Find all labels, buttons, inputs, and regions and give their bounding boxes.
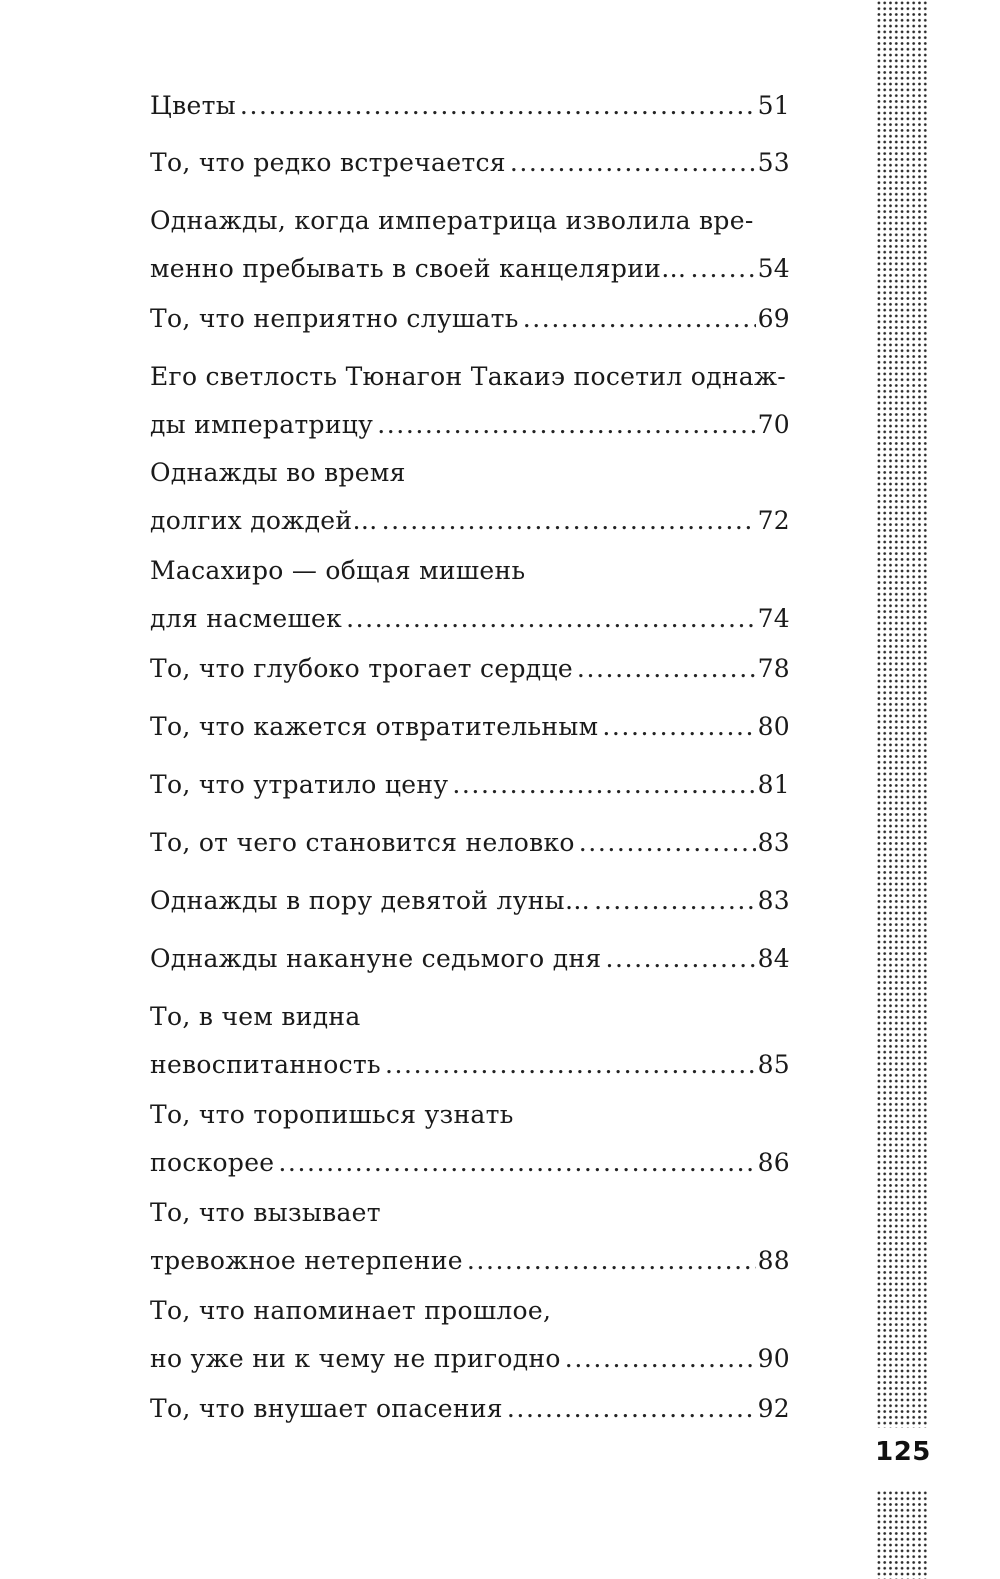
toc-entry-title: Масахиро — общая мишень (150, 556, 526, 585)
toc-entry (150, 877, 790, 925)
toc-entry-title: Однажды, когда императрица изволила вре- (150, 206, 754, 235)
toc-entry (150, 935, 790, 983)
toc-entry-page: 88 (757, 1246, 790, 1275)
dot-leader (606, 935, 756, 983)
toc-entry (150, 547, 790, 643)
toc-entry (150, 139, 790, 187)
dot-leader (565, 1335, 756, 1383)
toc-entry (150, 82, 790, 130)
toc-entry-last-line (150, 761, 790, 809)
page-number: 125 (875, 1437, 931, 1467)
toc-entry-last-line (150, 703, 790, 751)
dot-leader (467, 1237, 756, 1285)
dot-leader (382, 497, 756, 545)
toc-entry-page: 83 (757, 828, 790, 857)
toc-entry-line (150, 1287, 790, 1335)
toc-entry-title: То, что глубоко трогает сердце (150, 654, 573, 683)
toc-entry-last-line (150, 245, 790, 293)
toc-entry (150, 1287, 790, 1383)
dot-leader (594, 877, 755, 925)
dot-leader (579, 819, 756, 867)
toc-entry-title: То, что напоминает прошлое, (150, 1296, 552, 1325)
toc-entry-title: То, что редко встречается (150, 148, 506, 177)
toc-entry (150, 703, 790, 751)
toc-entry-last-line (150, 1041, 790, 1089)
dot-leader (377, 401, 755, 449)
toc-entry (150, 761, 790, 809)
toc-entry-page: 90 (757, 1344, 790, 1373)
toc-entry (150, 295, 790, 343)
toc-entry-title: тревожное нетерпение (150, 1246, 463, 1275)
toc-entry-title: ды императрицу (150, 410, 374, 439)
toc-entry-page: 86 (757, 1148, 790, 1177)
toc-entry-title: То, что внушает опасения (150, 1394, 503, 1423)
dot-leader (602, 703, 755, 751)
toc-entry-last-line (150, 1237, 790, 1285)
toc-entry-title: поскорее (150, 1148, 275, 1177)
dot-leader (240, 82, 756, 130)
toc-entry-line (150, 449, 790, 497)
toc-entry-page: 51 (757, 91, 790, 120)
dotted-margin-strip (876, 0, 928, 1428)
toc-entry (150, 993, 790, 1089)
toc-entry-page: 81 (757, 770, 790, 799)
toc-entry-last-line (150, 82, 790, 130)
toc-entry-page: 53 (757, 148, 790, 177)
dotted-margin-strip-lower (876, 1490, 928, 1579)
toc-entry-line (150, 547, 790, 595)
toc-entry-page: 72 (757, 506, 790, 535)
toc-entry-page: 83 (757, 886, 790, 915)
toc-entry-title: менно пребывать в своей канцелярии… (150, 254, 687, 283)
toc-entry-line (150, 353, 790, 401)
toc-entry (150, 449, 790, 545)
toc-entry (150, 819, 790, 867)
toc-entry-page: 80 (757, 712, 790, 741)
toc-entry-last-line (150, 497, 790, 545)
toc-entry-title: То, в чем видна (150, 1002, 361, 1031)
toc-entry-page: 84 (757, 944, 790, 973)
toc-entry-line (150, 1189, 790, 1237)
toc-entry-last-line (150, 139, 790, 187)
toc-entry-last-line (150, 877, 790, 925)
toc-entry (150, 1189, 790, 1285)
toc-entry-page: 54 (757, 254, 790, 283)
toc-entry-title: долгих дождей… (150, 506, 378, 535)
toc-entry-title: невоспитанность (150, 1050, 381, 1079)
toc-entry-title: То, что вызывает (150, 1198, 381, 1227)
toc-entry-line (150, 197, 790, 245)
toc-entry-line (150, 993, 790, 1041)
toc-entry-title: То, что неприятно слушать (150, 304, 519, 333)
toc-entry-title: Его светлость Тюнагон Такаиэ посетил однаж- (150, 362, 787, 391)
toc-entry (150, 645, 790, 693)
toc-entry-page: 74 (757, 604, 790, 633)
dot-leader (507, 1385, 756, 1433)
toc-entry-title: Однажды накануне седьмого дня (150, 944, 602, 973)
toc-entry-title: То, от чего становится неловко (150, 828, 575, 857)
toc-entry (150, 197, 790, 293)
toc-entry-last-line (150, 595, 790, 643)
toc-entry-title: для насмешек (150, 604, 343, 633)
toc-entry-page: 85 (757, 1050, 790, 1079)
toc-entry-title: Однажды во время (150, 458, 406, 487)
toc-entry-last-line (150, 295, 790, 343)
toc-entry-page: 69 (757, 304, 790, 333)
toc-entry-title: То, что кажется отвратительным (150, 712, 599, 741)
dot-leader (346, 595, 756, 643)
toc-entry-last-line (150, 1335, 790, 1383)
toc-entry-title: но уже ни к чему не пригодно (150, 1344, 561, 1373)
toc-entry-title: Цветы (150, 91, 236, 120)
toc-entry (150, 1091, 790, 1187)
toc-entry-page: 78 (757, 654, 790, 683)
toc-entry (150, 353, 790, 449)
toc-entry-last-line (150, 401, 790, 449)
toc-entry-title: То, что торопишься узнать (150, 1100, 514, 1129)
toc-entry-page: 70 (757, 410, 790, 439)
toc-entry-last-line (150, 1139, 790, 1187)
dot-leader (452, 761, 755, 809)
toc-entry-page: 92 (757, 1394, 790, 1423)
toc-entry-title: Однажды в пору девятой луны… (150, 886, 591, 915)
dot-leader (385, 1041, 756, 1089)
toc-entry-last-line (150, 819, 790, 867)
dot-leader (690, 245, 755, 293)
toc-entry-last-line (150, 645, 790, 693)
toc-entry-line (150, 1091, 790, 1139)
toc-entry (150, 1385, 790, 1433)
dot-leader (510, 139, 756, 187)
toc-entry-last-line (150, 1385, 790, 1433)
toc-entry-last-line (150, 935, 790, 983)
dot-leader (523, 295, 756, 343)
toc-entry-title: То, что утратило цену (150, 770, 449, 799)
dot-leader (278, 1139, 755, 1187)
dot-leader (577, 645, 756, 693)
